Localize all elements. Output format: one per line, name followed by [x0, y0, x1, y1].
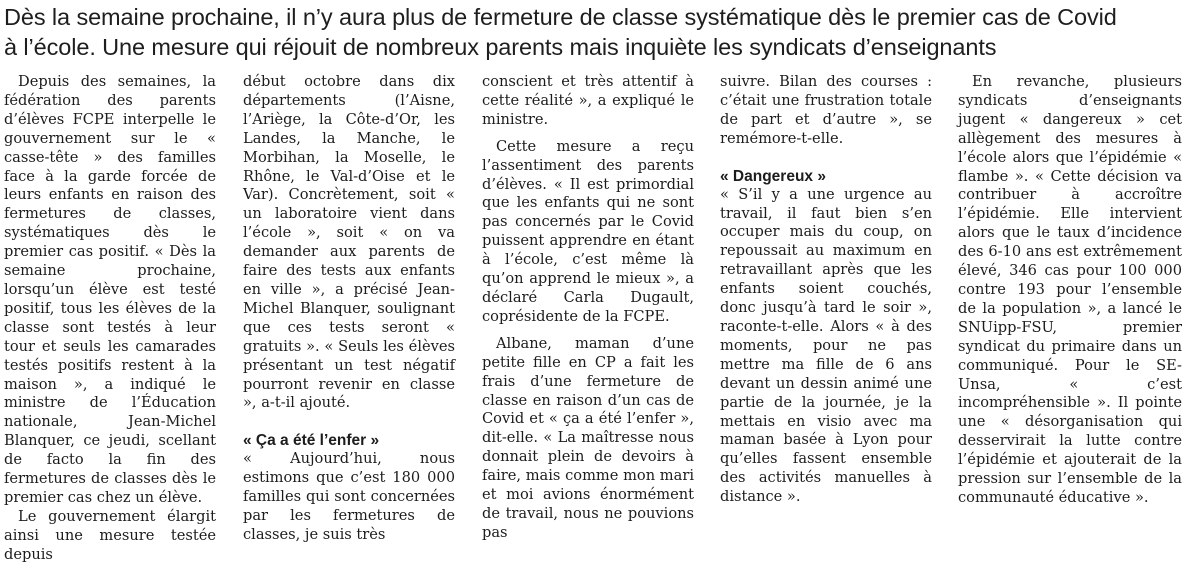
paragraph: Le gouvernement élargit ainsi une mesure testée depuis: [4, 507, 216, 563]
article-column-4: [720, 73, 932, 507]
paragraph: En revanche, plusieurs syndicats d’enseignants jugent « dangereux » cet allègement des mesures à l’école alors que l’épidémie « flambe ». « Cette décision va contribuer à accroître l’épidémie. Elle intervient alors que le taux d’incidence des 6-10 ans est extrêmement élevé, 346 cas pour 100 000 contre 193 pour l’ensemble de la population », a lancé le SNUipp-FSU, premier syndicat du primaire dans un communiqué. Pour le SE-Unsa, « c’est incompréhensible ». Il pointe une « désorganisation qui desservirait la lutte contre l’épidémie et ajouterait de la pression sur l’ensemble de la communauté éducative ».: [958, 73, 1182, 506]
article-column-2: [243, 73, 455, 545]
subheading-dangereux: « Dangereux »: [720, 167, 826, 185]
paragraph: début octobre dans dix départements (l’Aisne, l’Ariège, la Côte-d’Or, les Landes, la Manche, le Morbihan, la Moselle, le Rhône, le Val-d’Oise et le Var). Concrètement, soit « un laboratoire vient dans l’école », soit « on va demander aux parents de faire des tests aux enfants en ville », a précisé Jean-Michel Blanquer, soulignant que ces tests seront « gratuits ». « Seuls les élèves présentant un test négatif pourront revenir en classe », a-t-il ajouté.: [243, 73, 455, 412]
article-column-3: [482, 73, 694, 543]
paragraph: Albane, maman d’une petite fille en CP a fait les frais d’une fermeture de classe en raison d’un cas de Covid et « ça a été l’enfer », dit-elle. « La maîtresse nous donnait plein de devoirs à faire, mais comme mon mari et moi avions énormément de travail, nous ne pouvions pas: [482, 334, 694, 541]
paragraph: suivre. Bilan des courses : c’était une frustration totale de part et d’autre », se remémore-t-elle.: [720, 73, 932, 147]
paragraph: Depuis des semaines, la fédération des parents d’élèves FCPE interpelle le gouvernement sur le « casse-tête » des familles face à la garde forcée de leurs enfants en raison des fermetures de classes, systématiques dès le premier cas positif. « Dès la semaine prochaine, lorsqu’un élève est testé positif, tous les élèves de la classe sont testés à leur tour et seuls les camarades testés positifs restent à la maison », a indiqué le ministre de l’Éducation nationale, Jean-Michel Blanquer, ce jeudi, scellant de facto la fin des fermetures de classes dès le premier cas chez un élève.: [4, 73, 216, 506]
paragraph: Cette mesure a reçu l’assentiment des parents d’élèves. « Il est primordial que les enfants qui ne sont pas concernés par le Covid puissent apprendre en étant à l’école, c’est même là qu’on apprend le mieux », a déclaré Carla Dugault, coprésidente de la FCPE.: [482, 137, 694, 325]
article-column-1: [4, 73, 216, 565]
headline-line-2: à l’école. Une mesure qui réjouit de nombreux parents mais inquiète les syndicats d’enseignants: [4, 34, 997, 60]
headline-line-1: Dès la semaine prochaine, il n’y aura plus de fermeture de classe systématique dès le premier cas de Covid: [4, 4, 1117, 30]
paragraph: « Aujourd’hui, nous estimons que c’est 180 000 familles qui sont concernées par les fermetures de classes, je suis très: [243, 450, 455, 543]
article-headline: [4, 2, 1184, 62]
subheading-enfer: « Ça a été l’enfer »: [243, 432, 380, 450]
paragraph: « S’il y a une urgence au travail, il faut bien s’en occuper mais du coup, on repoussait au maximum en retravaillant après que les enfants soient couchés, donc jusqu’à tard le soir », raconte-t-elle. Alors « à des moments, pour ne pas mettre ma fille de 6 ans devant un dessin animé une partie de la journée, je la mettais en visio avec ma maman basée à Lyon pour qu’elles fassent ensemble des activités manuelles à distance ».: [720, 185, 932, 506]
article-column-5: [958, 73, 1182, 508]
paragraph: conscient et très attentif à cette réalité », a expliqué le ministre.: [482, 73, 694, 128]
